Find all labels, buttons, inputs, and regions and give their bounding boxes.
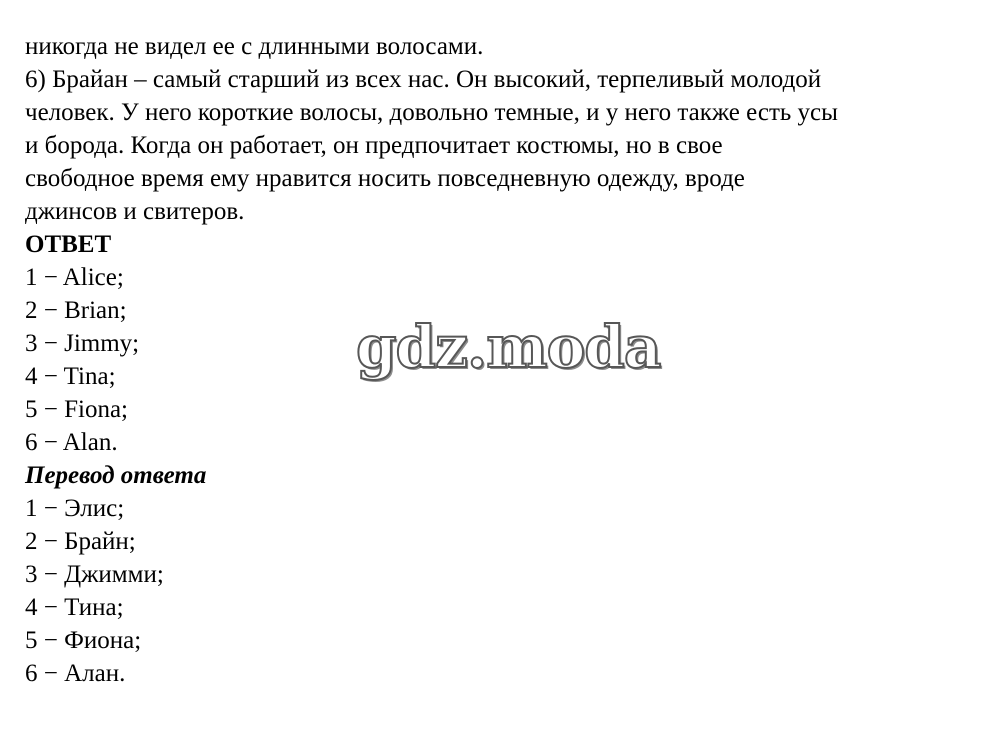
translation-item: 4 − Тина;: [25, 594, 124, 621]
text-line: никогда не видел ее с длинными волосами.: [25, 33, 484, 60]
answer-item: 1 − Alice;: [25, 264, 124, 291]
answer-item: 2 − Brian;: [25, 297, 127, 324]
text-line: и борода. Когда он работает, он предпочитает костюмы, но в свое: [25, 132, 723, 159]
answer-item: 4 − Tina;: [25, 363, 116, 390]
text-line: джинсов и свитеров.: [25, 198, 245, 225]
translation-item: 5 − Фиона;: [25, 627, 142, 654]
text-line: человек. У него короткие волосы, довольно темные, и у него также есть усы: [25, 99, 838, 126]
translation-heading: Перевод ответа: [25, 462, 207, 489]
answer-item: 3 − Jimmy;: [25, 330, 140, 357]
translation-item: 2 − Брайн;: [25, 528, 136, 555]
answer-heading: ОТВЕТ: [25, 231, 112, 258]
answer-item: 6 − Alan.: [25, 429, 118, 456]
watermark-logo: gdz.moda: [356, 313, 661, 381]
text-line: свободное время ему нравится носить повседневную одежду, вроде: [25, 165, 745, 192]
translation-item: 1 − Элис;: [25, 495, 125, 522]
answer-item: 5 − Fiona;: [25, 396, 128, 423]
text-line: 6) Брайан – самый старший из всех нас. Он высокий, терпеливый молодой: [25, 66, 822, 93]
translation-item: 3 − Джимми;: [25, 561, 164, 588]
translation-item: 6 − Алан.: [25, 660, 126, 687]
